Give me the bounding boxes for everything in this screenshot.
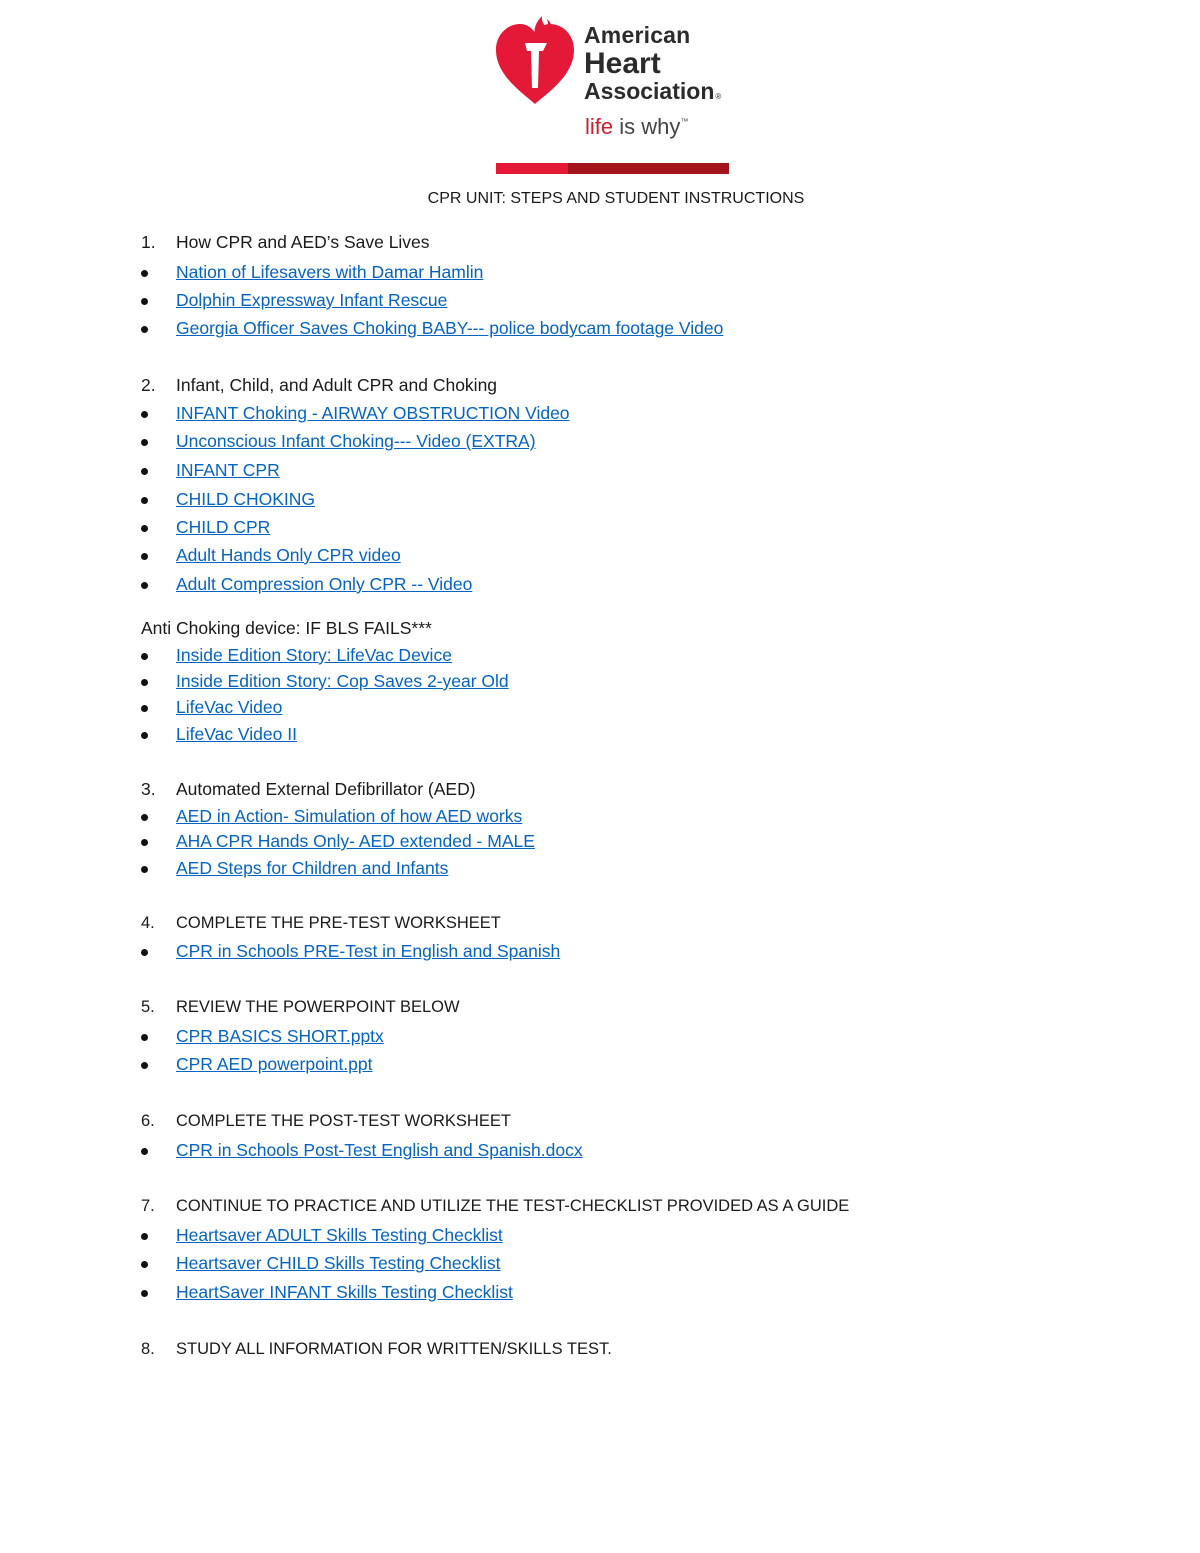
bullet-icon bbox=[141, 949, 148, 956]
bullet-icon bbox=[141, 298, 148, 305]
video-link[interactable]: Dolphin Expressway Infant Rescue bbox=[176, 290, 448, 310]
video-link[interactable]: Inside Edition Story: LifeVac Device bbox=[176, 645, 452, 665]
section-heading: 3. Automated External Defibrillator (AED) bbox=[141, 779, 476, 799]
section-heading: 8. STUDY ALL INFORMATION FOR WRITTEN/SKILLS TEST. bbox=[141, 1340, 612, 1358]
section-heading: Anti Choking device: IF BLS FAILS*** bbox=[141, 618, 432, 638]
document-link[interactable]: HeartSaver INFANT Skills Testing Checklist bbox=[176, 1282, 513, 1302]
bullet-icon bbox=[141, 468, 148, 475]
section-heading: 7. CONTINUE TO PRACTICE AND UTILIZE THE TEST-CHECKLIST PROVIDED AS A GUIDE bbox=[141, 1197, 850, 1215]
video-link[interactable]: CHILD CPR bbox=[176, 517, 271, 537]
document-link[interactable]: CPR BASICS SHORT.pptx bbox=[176, 1026, 384, 1046]
video-link[interactable]: AED in Action- Simulation of how AED works bbox=[176, 806, 523, 826]
section-heading: 2. Infant, Child, and Adult CPR and Choking bbox=[141, 375, 498, 395]
video-link[interactable]: INFANT Choking - AIRWAY OBSTRUCTION Video bbox=[176, 403, 570, 423]
bullet-icon bbox=[141, 705, 148, 712]
video-link[interactable]: LifeVac Video II bbox=[176, 724, 297, 744]
logo-line-association: Association® bbox=[584, 78, 722, 104]
bullet-icon bbox=[141, 326, 148, 333]
section-heading: 4. COMPLETE THE PRE-TEST WORKSHEET bbox=[141, 914, 501, 932]
bullet-icon bbox=[141, 497, 148, 504]
bullet-icon bbox=[141, 653, 148, 660]
bullet-icon bbox=[141, 582, 148, 589]
bullet-icon bbox=[141, 814, 148, 821]
registered-mark: ® bbox=[715, 92, 722, 101]
section-heading: 5. REVIEW THE POWERPOINT BELOW bbox=[141, 998, 460, 1016]
section-heading: 1. How CPR and AED’s Save Lives bbox=[141, 232, 430, 252]
document-link[interactable]: CPR AED powerpoint.ppt bbox=[176, 1054, 373, 1074]
bullet-icon bbox=[141, 679, 148, 686]
document-link[interactable]: Heartsaver ADULT Skills Testing Checklist bbox=[176, 1225, 503, 1245]
logo-tagline: life is why™ bbox=[585, 114, 689, 139]
video-link[interactable]: AHA CPR Hands Only- AED extended - MALE bbox=[176, 831, 535, 851]
bullet-icon bbox=[141, 839, 148, 846]
video-link[interactable]: CHILD CHOKING bbox=[176, 489, 316, 509]
bullet-icon bbox=[141, 270, 148, 277]
video-link[interactable]: Unconscious Infant Choking--- Video (EXTRA) bbox=[176, 431, 536, 451]
video-link[interactable]: Inside Edition Story: Cop Saves 2-year Old bbox=[176, 671, 509, 691]
video-link[interactable]: Adult Hands Only CPR video bbox=[176, 545, 401, 565]
video-link[interactable]: Georgia Officer Saves Choking BABY--- police bodycam footage Video bbox=[176, 318, 724, 338]
video-link[interactable]: LifeVac Video bbox=[176, 697, 283, 717]
bullet-icon bbox=[141, 411, 148, 418]
bullet-icon bbox=[141, 1261, 148, 1268]
logo-line-heart: Heart bbox=[584, 47, 661, 80]
video-link[interactable]: AED Steps for Children and Infants bbox=[176, 858, 449, 878]
document-link[interactable]: CPR in Schools Post-Test English and Spanish.docx bbox=[176, 1140, 583, 1160]
bullet-icon bbox=[141, 439, 148, 446]
logo-line-american: American bbox=[584, 22, 691, 48]
bullet-icon bbox=[141, 1034, 148, 1041]
bullet-icon bbox=[141, 732, 148, 739]
video-link[interactable]: INFANT CPR bbox=[176, 460, 280, 480]
bullet-icon bbox=[141, 525, 148, 532]
video-link[interactable]: Nation of Lifesavers with Damar Hamlin bbox=[176, 262, 484, 282]
document-link[interactable]: Heartsaver CHILD Skills Testing Checklist bbox=[176, 1253, 501, 1273]
bullet-icon bbox=[141, 1233, 148, 1240]
bullet-icon bbox=[141, 1062, 148, 1069]
document-link[interactable]: CPR in Schools PRE-Test in English and Spanish bbox=[176, 941, 561, 961]
section-heading: 6. COMPLETE THE POST-TEST WORKSHEET bbox=[141, 1112, 511, 1130]
bullet-icon bbox=[141, 1290, 148, 1297]
page-title: CPR UNIT: STEPS AND STUDENT INSTRUCTIONS bbox=[427, 190, 805, 207]
video-link[interactable]: Adult Compression Only CPR -- Video bbox=[176, 574, 473, 594]
bullet-icon bbox=[141, 866, 148, 873]
bullet-icon bbox=[141, 553, 148, 560]
bullet-icon bbox=[141, 1148, 148, 1155]
